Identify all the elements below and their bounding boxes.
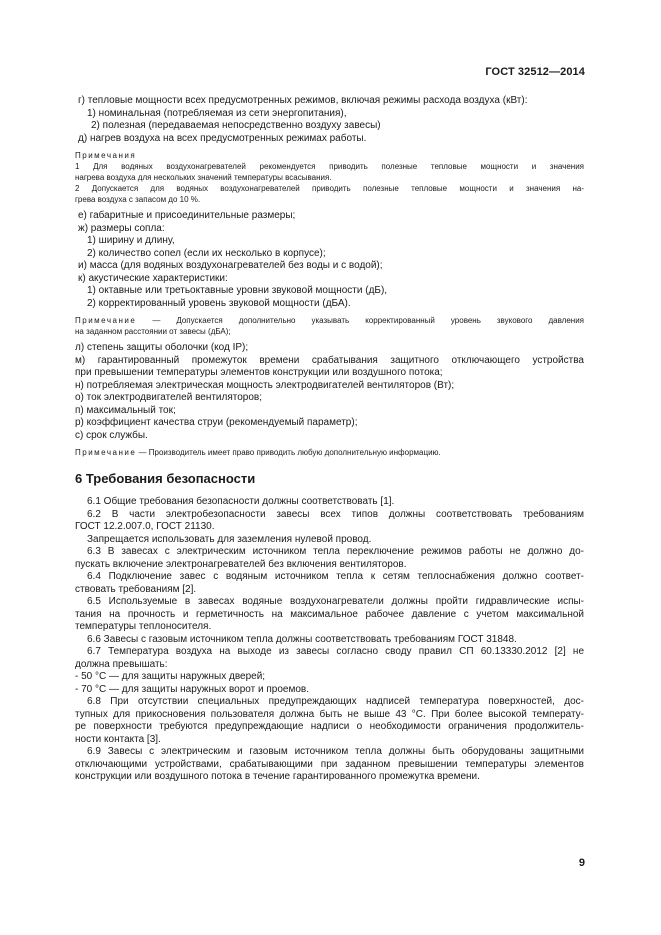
note-2-line-1: 2 Допускается для водяных воздухонагревателей приводить полезные тепловые мощности и значения на- (75, 184, 584, 193)
note-additional-info: Примечание — Производитель имеет право приводить любую дополнительную информацию. (75, 448, 441, 457)
list-item-k: к) акустические характеристики: (78, 272, 228, 284)
clause-6-4-line-1: 6.4 Подключение завес с водяным источником тепла к сетям теплоснабжения должно соответ- (87, 571, 584, 582)
list-item-zh: ж) размеры сопла: (78, 222, 165, 234)
clause-6-8-line-3: ре поверхности требуются предупреждающие надписи о необходимости ограничения продолжитель- (75, 721, 584, 732)
clause-6-2-line-2: ГОСТ 12.2.007.0, ГОСТ 21130. (75, 521, 215, 532)
list-item-e: е) габаритные и присоединительные размеры; (78, 210, 296, 221)
list-item-s: с) срок службы. (75, 429, 148, 441)
list-item-m-line-1: м) гарантированный промежуток времени срабатывания защитного отключающего устройства (75, 354, 584, 366)
clause-6-2-line-1: 6.2 В части электробезопасности завесы всех типов должны соответствовать требованиям (87, 508, 584, 520)
clause-6-5-line-1: 6.5 Используемые в завесах водяные воздухонагреватели должны пройти гидравлические испы- (87, 596, 584, 607)
note-acoustic-line-1: Примечание — Допускается дополнительно указывать корректированный уровень звукового давления (75, 316, 584, 325)
clause-6-9-line-1: 6.9 Завесы с электрическим и газовым источником тепла должны быть оборудованы защитными (87, 746, 584, 757)
clause-6-7-line-2: должна превышать: (75, 658, 168, 670)
list-item-l: л) степень защиты оболочки (код IP); (75, 342, 249, 353)
list-subitem-k1: 1) октавные или третьоктавные уровни звуковой мощности (дБ), (87, 285, 388, 296)
list-item-n: н) потребляемая электрическая мощность электродвигателей вентиляторов (Вт); (75, 379, 455, 391)
list-subitem-g1: 1) номинальная (потребляемая из сети энергопитания), (87, 107, 347, 119)
list-subitem-zh2: 2) количество сопел (если их несколько в корпусе); (87, 247, 326, 259)
list-item-o: о) ток электродвигателей вентиляторов; (75, 392, 263, 403)
clause-6-7-item-1: - 50 °С — для защиты наружных дверей; (75, 671, 266, 682)
clause-6-3-line-1: 6.3 В завесах с электрическим источником тепла переключение режимов работы не должно до- (87, 546, 584, 557)
list-item-i: и) масса (для водяных воздухонагревателей без воды и с водой); (78, 260, 383, 271)
note-1-line-2: нагрева воздуха для нескольких значений температуры всасывания. (75, 173, 332, 182)
list-item-p: п) максимальный ток; (75, 404, 176, 416)
clause-6-9-line-2: отключающими устройствами, срабатывающими при заданном превышении температуры элементов (75, 758, 584, 770)
clause-6-1: 6.1 Общие требования безопасности должны соответствовать [1]. (87, 496, 395, 507)
list-subitem-k2: 2) корректированный уровень звуковой мощности (дБА). (87, 297, 351, 309)
notes-title: Примечания (75, 151, 137, 160)
page-content (75, 95, 584, 784)
page-number: 9 (578, 857, 585, 869)
clause-6-7-item-2: - 70 °С — для защиты наружных ворот и проемов. (75, 683, 309, 695)
list-subitem-zh1: 1) ширину и длину, (87, 235, 175, 246)
clause-6-5-line-2: тания на прочность и герметичность на максимальное рабочее давление с учетом максимальной (75, 608, 584, 620)
list-item-r: р) коэффициент качества струи (рекомендуемый параметр); (75, 417, 358, 428)
standard-header: ГОСТ 32512—2014 (485, 66, 585, 78)
clause-6-7-line-1: 6.7 Температура воздуха на выходе из завесы согласно своду правил СП 60.13330.2012 [2] не (87, 646, 584, 657)
clause-6-6: 6.6 Завесы с газовым источником тепла должны соответствовать требованиям ГОСТ 31848. (87, 633, 517, 645)
clause-6-2-line-3: Запрещается использовать для заземления нулевой провод. (87, 533, 372, 545)
clause-6-9-line-3: конструкции или воздушного потока в течение гарантированного промежутка времени. (75, 771, 480, 782)
list-item-m-line-2: при превышении температуры элементов конструкции или воздушного потока; (75, 367, 443, 378)
clause-6-8-line-1: 6.8 При отсутствии специальных предупреждающих надписей температура поверхностей, дос- (87, 696, 584, 707)
section-6-heading: 6 Требования безопасности (75, 471, 256, 486)
clause-6-8-line-4: ности контакта [3]. (75, 733, 161, 745)
note-1-line-1: 1 Для водяных воздухонагревателей рекомендуется приводить полезные тепловые мощности и значения (75, 162, 584, 171)
clause-6-5-line-3: температуры теплоносителя. (75, 621, 212, 632)
clause-6-3-line-2: пускать включение электронагревателей без включения вентиляторов. (75, 558, 407, 570)
note-acoustic-line-2: на заданном расстоянии от завесы (дБА); (75, 327, 231, 336)
clause-6-8-line-2: тупных для прикосновения пользователя должна быть не выше 43 °С. При более высокой температу- (75, 708, 584, 720)
note-2-line-2: грева воздуха с запасом до 10 %. (75, 195, 201, 204)
list-item-g: г) тепловые мощности всех предусмотренных режимов, включая режимы расхода воздуха (кВт): (78, 95, 528, 106)
list-subitem-g2: 2) полезная (передаваемая непосредственно воздуху завесы) (91, 120, 381, 131)
list-item-d: д) нагрев воздуха на всех предусмотренных режимах работы. (78, 132, 367, 144)
clause-6-4-line-2: ствовать требованиям [2]. (75, 583, 197, 595)
